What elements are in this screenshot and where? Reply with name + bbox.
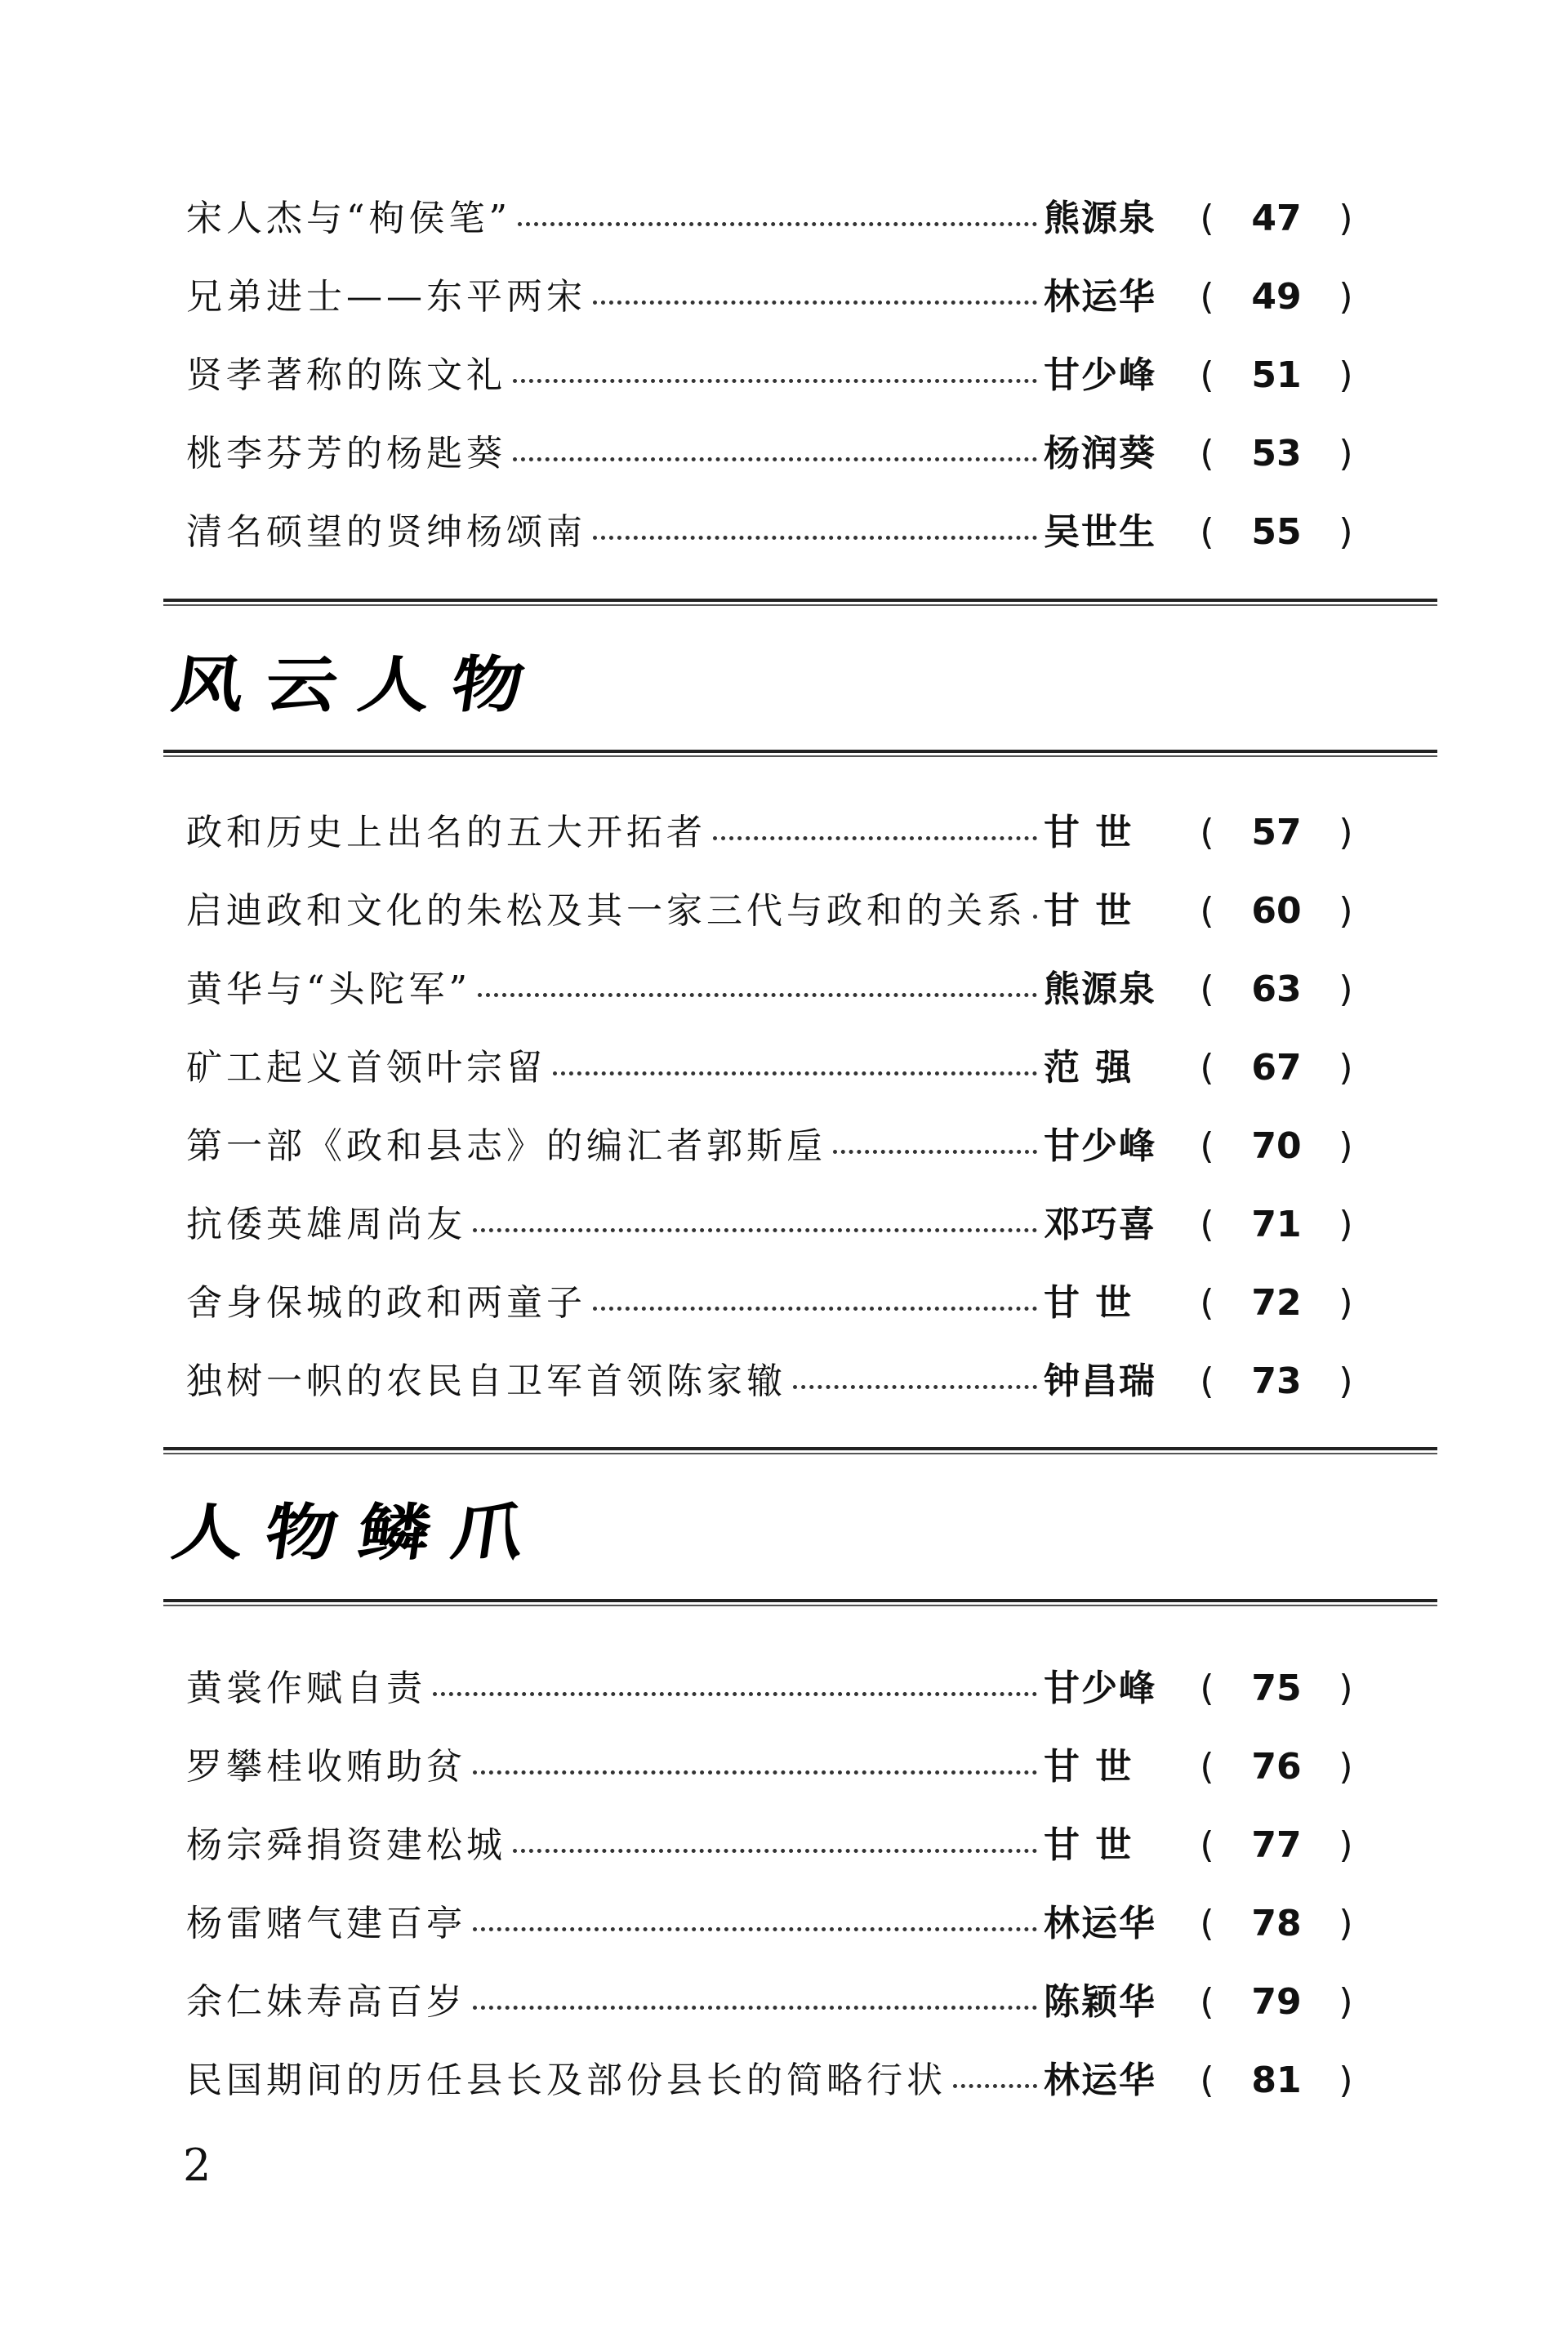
toc-entry: [186, 794, 1370, 872]
dot-leader: [713, 836, 1037, 840]
paren-open: (: [1200, 1746, 1214, 1788]
section-heading-linzhao: 人物鳞爪: [167, 1496, 550, 1569]
entry-page: 81: [1251, 2060, 1302, 2101]
toc-entry: [186, 951, 1370, 1029]
paren-open: (: [1200, 1981, 1214, 2023]
entry-page: 75: [1251, 1668, 1302, 1709]
toc-entry: [186, 336, 1370, 415]
paren-open: (: [1200, 1047, 1214, 1089]
dot-leader: [473, 1228, 1037, 1232]
entry-title: 兄弟进士——东平两宋: [186, 276, 586, 318]
entry-page: 53: [1251, 433, 1302, 474]
entry-page: 70: [1251, 1125, 1302, 1167]
entry-page: 60: [1251, 890, 1302, 932]
dot-leader: [833, 1150, 1037, 1154]
toc-entry: [186, 1885, 1370, 1963]
entry-page: 73: [1251, 1360, 1302, 1402]
paren-open: (: [1200, 1668, 1214, 1709]
dot-leader: [953, 2084, 1037, 2088]
entry-page: 72: [1251, 1282, 1302, 1324]
toc-entry: [186, 180, 1370, 258]
entry-page: 47: [1251, 198, 1302, 239]
dot-leader: [473, 1927, 1037, 1931]
section-divider: [163, 1447, 1437, 1454]
entry-page: 51: [1251, 354, 1302, 396]
paren-open: (: [1200, 812, 1214, 853]
entry-title: 抗倭英雄周尚友: [186, 1204, 466, 1245]
toc-entry: [186, 493, 1370, 572]
entry-author: 甘少峰: [1044, 354, 1156, 396]
paren-close: ): [1339, 1824, 1353, 1866]
entry-title: 独树一帜的农民自卫军首领陈家辙: [186, 1360, 786, 1402]
toc-entry: [186, 1650, 1370, 1728]
dot-leader: [513, 379, 1037, 383]
entry-page: 67: [1251, 1047, 1302, 1089]
dot-leader: [433, 1692, 1037, 1696]
paren-open: (: [1200, 433, 1214, 474]
paren-close: ): [1339, 1746, 1353, 1788]
paren-close: ): [1339, 511, 1353, 553]
section-heading-underline: [163, 750, 1437, 757]
toc-group-1: [186, 180, 1370, 572]
paren-close: ): [1339, 1668, 1353, 1709]
paren-close: ): [1339, 969, 1353, 1010]
entry-title: 杨雷赌气建百亭: [186, 1903, 466, 1944]
entry-author: 林运华: [1044, 1903, 1156, 1944]
paren-open: (: [1200, 1903, 1214, 1944]
paren-close: ): [1339, 1981, 1353, 2023]
paren-close: ): [1339, 2060, 1353, 2101]
toc-group-3: [186, 1650, 1370, 2120]
entry-author: 甘少峰: [1044, 1125, 1156, 1167]
entry-author: 熊源泉: [1044, 198, 1156, 239]
paren-open: (: [1200, 1824, 1214, 1866]
toc-group-2: [186, 794, 1370, 1421]
paren-close: ): [1339, 890, 1353, 932]
entry-author: 林运华: [1044, 2060, 1156, 2101]
entry-author: 甘 世: [1044, 890, 1134, 932]
paren-close: ): [1339, 1282, 1353, 1324]
paren-open: (: [1200, 1204, 1214, 1245]
paren-open: (: [1200, 276, 1214, 318]
entry-author: 钟昌瑞: [1044, 1360, 1156, 1402]
entry-author: 甘少峰: [1044, 1668, 1156, 1709]
dot-leader: [513, 457, 1037, 461]
entry-title: 黄华与“头陀军”: [186, 969, 471, 1010]
paren-close: ): [1339, 1047, 1353, 1089]
toc-entry: [186, 1029, 1370, 1107]
entry-title: 桃李芬芳的杨匙葵: [186, 433, 506, 474]
entry-author: 吴世生: [1044, 511, 1156, 553]
toc-entry: [186, 1728, 1370, 1806]
entry-page: 71: [1251, 1204, 1302, 1245]
entry-title: 宋人杰与“枸侯笔”: [186, 198, 511, 239]
entry-page: 49: [1251, 276, 1302, 318]
dot-leader: [593, 301, 1037, 305]
toc-entry: [186, 1264, 1370, 1343]
paren-open: (: [1200, 354, 1214, 396]
entry-author: 杨润葵: [1044, 433, 1156, 474]
dot-leader: [473, 2006, 1037, 2010]
entry-title: 政和历史上出名的五大开拓者: [186, 812, 706, 853]
paren-open: (: [1200, 2060, 1214, 2101]
toc-entry: [186, 258, 1370, 336]
paren-open: (: [1200, 1125, 1214, 1167]
dot-leader: [518, 222, 1037, 226]
entry-title: 贤孝著称的陈文礼: [186, 354, 506, 396]
paren-open: (: [1200, 969, 1214, 1010]
paren-close: ): [1339, 1204, 1353, 1245]
entry-author: 范 强: [1044, 1047, 1134, 1089]
paren-open: (: [1200, 1282, 1214, 1324]
entry-title: 黄裳作赋自责: [186, 1668, 426, 1709]
entry-title: 启迪政和文化的朱松及其一家三代与政和的关系: [186, 890, 1027, 932]
paren-close: ): [1339, 198, 1353, 239]
entry-title: 舍身保城的政和两童子: [186, 1282, 586, 1324]
toc-entry: [186, 1963, 1370, 2042]
paren-open: (: [1200, 1360, 1214, 1402]
toc-entry: [186, 1186, 1370, 1264]
toc-entry: [186, 1343, 1370, 1421]
section-heading-fengyun: 风云人物: [167, 648, 550, 721]
paren-close: ): [1339, 1360, 1353, 1402]
toc-entry: [186, 2042, 1370, 2120]
entry-page: 79: [1251, 1981, 1302, 2023]
paren-open: (: [1200, 511, 1214, 553]
dot-leader: [478, 993, 1037, 997]
entry-page: 77: [1251, 1824, 1302, 1866]
entry-author: 陈颖华: [1044, 1981, 1156, 2023]
paren-open: (: [1200, 890, 1214, 932]
entry-page: 76: [1251, 1746, 1302, 1788]
page-number: 2: [183, 2140, 212, 2191]
entry-page: 78: [1251, 1903, 1302, 1944]
entry-author: 林运华: [1044, 276, 1156, 318]
dot-leader: [793, 1385, 1037, 1389]
toc-entry: [186, 415, 1370, 493]
entry-author: 熊源泉: [1044, 969, 1156, 1010]
entry-page: 57: [1251, 812, 1302, 853]
paren-open: (: [1200, 198, 1214, 239]
paren-close: ): [1339, 354, 1353, 396]
entry-author: 邓巧喜: [1044, 1204, 1156, 1245]
entry-author: 甘 世: [1044, 1282, 1134, 1324]
entry-author: 甘 世: [1044, 1824, 1134, 1866]
entry-author: 甘 世: [1044, 812, 1134, 853]
paren-close: ): [1339, 1903, 1353, 1944]
dot-leader: [513, 1849, 1037, 1853]
entry-title: 余仁妹寿高百岁: [186, 1981, 466, 2023]
entry-title: 民国期间的历任县长及部份县长的简略行状: [186, 2060, 947, 2101]
dot-leader: [553, 1071, 1037, 1075]
entry-title: 杨宗舜捐资建松城: [186, 1824, 506, 1866]
paren-close: ): [1339, 812, 1353, 853]
entry-title: 第一部《政和县志》的编汇者郭斯垕: [186, 1125, 826, 1167]
entry-page: 63: [1251, 969, 1302, 1010]
entry-author: 甘 世: [1044, 1746, 1134, 1788]
entry-title: 清名硕望的贤绅杨颂南: [186, 511, 586, 553]
section-divider: [163, 599, 1437, 606]
paren-close: ): [1339, 433, 1353, 474]
dot-leader: [473, 1770, 1037, 1775]
entry-title: 罗攀桂收贿助贫: [186, 1746, 466, 1788]
toc-entry: [186, 1806, 1370, 1885]
dot-leader: [1033, 915, 1037, 919]
paren-close: ): [1339, 1125, 1353, 1167]
entry-title: 矿工起义首领叶宗留: [186, 1047, 546, 1089]
toc-entry: [186, 872, 1370, 951]
toc-entry: [186, 1107, 1370, 1186]
dot-leader: [593, 1307, 1037, 1311]
entry-page: 55: [1251, 511, 1302, 553]
section-heading-underline: [163, 1599, 1437, 1606]
dot-leader: [593, 536, 1037, 540]
paren-close: ): [1339, 276, 1353, 318]
